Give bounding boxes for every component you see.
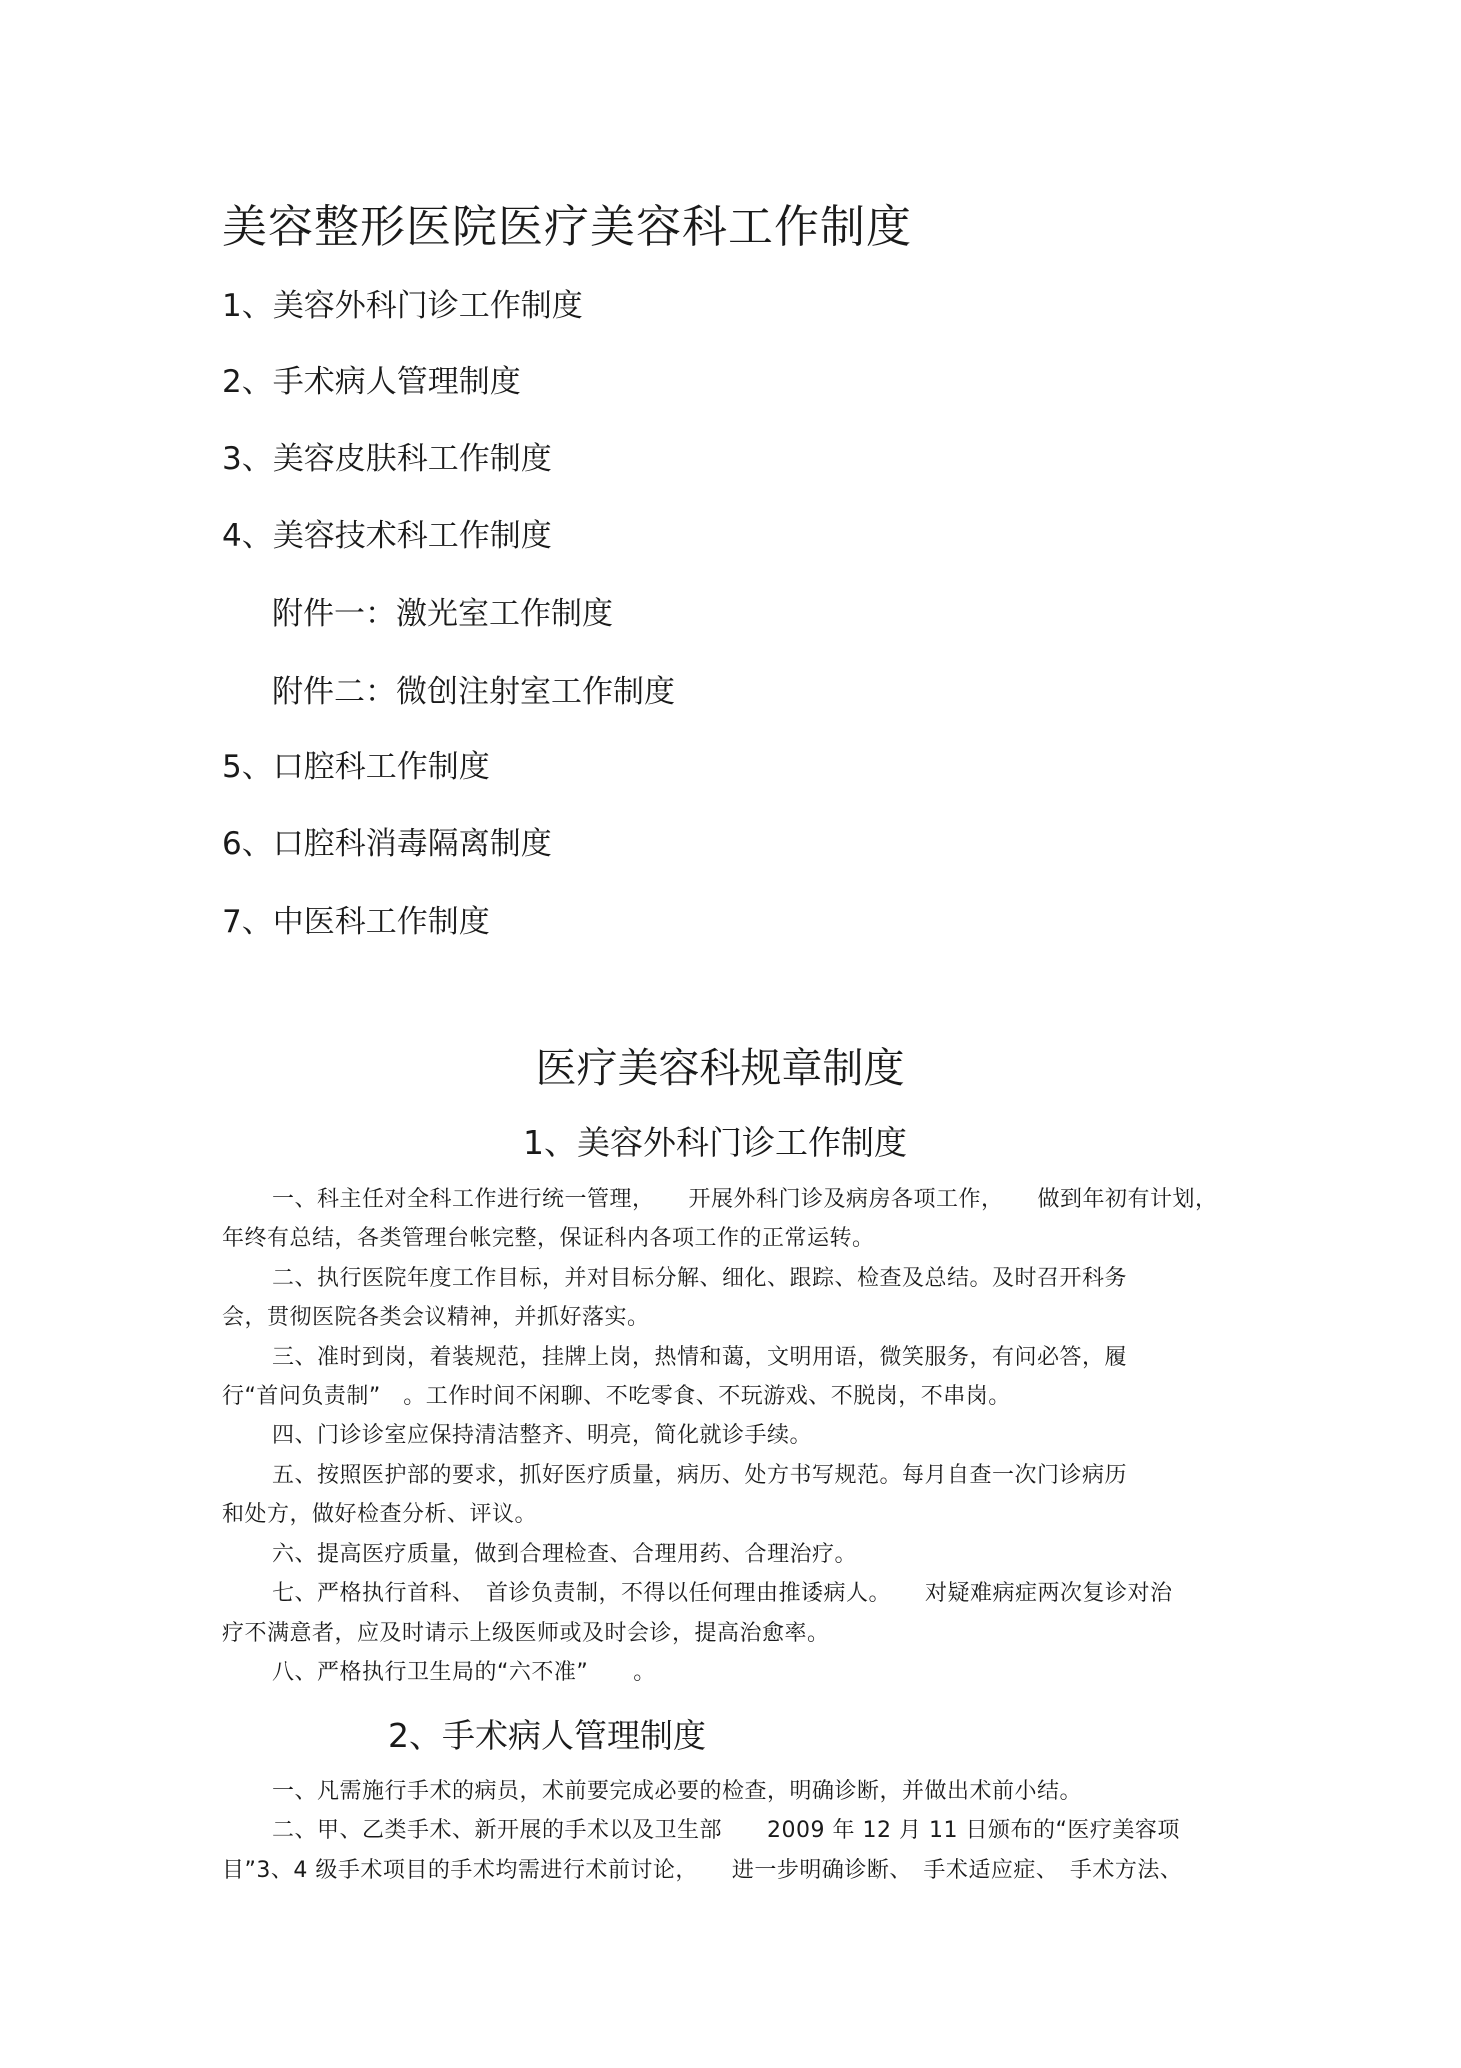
paragraph-line: 和处方，做好检查分析、评议。 <box>222 1502 538 1527</box>
toc-item: 6、口腔科消毒隔离制度 <box>222 826 552 862</box>
paragraph-line: 八、严格执行卫生局的“六不准” 。 <box>272 1660 656 1685</box>
toc-appendix-item: 附件二：微创注射室工作制度 <box>272 674 675 710</box>
toc-appendix-item: 附件一：激光室工作制度 <box>272 596 613 632</box>
toc-item: 1、美容外科门诊工作制度 <box>222 288 583 324</box>
subsection-title: 1、美容外科门诊工作制度 <box>523 1123 907 1162</box>
toc-item: 2、手术病人管理制度 <box>222 364 521 400</box>
paragraph-line: 四、门诊诊室应保持清洁整齐、明亮，简化就诊手续。 <box>272 1423 813 1448</box>
paragraph-line: 年终有总结，各类管理台帐完整，保证科内各项工作的正常运转。 <box>222 1226 875 1251</box>
toc-item: 7、中医科工作制度 <box>222 904 490 940</box>
paragraph-line: 五、按照医护部的要求，抓好医疗质量，病历、处方书写规范。每月自查一次门诊病历 <box>272 1463 1128 1488</box>
paragraph-line: 疗不满意者，应及时请示上级医师或及时会诊，提高治愈率。 <box>222 1621 830 1646</box>
document-title: 美容整形医院医疗美容科工作制度 <box>222 200 913 253</box>
paragraph-line: 七、严格执行首科、 首诊负责制，不得以任何理由推诿病人。 对疑难病症两次复诊对治 <box>272 1581 1173 1606</box>
paragraph-line: 行“首问负责制” 。工作时间不闲聊、不吃零食、不玩游戏、不脱岗，不串岗。 <box>222 1384 1011 1409</box>
paragraph-line: 一、凡需施行手术的病员，术前要完成必要的检查，明确诊断，并做出术前小结。 <box>272 1779 1083 1804</box>
paragraph-line: 一、科主任对全科工作进行统一管理， 开展外科门诊及病房各项工作， 做到年初有计划， <box>272 1187 1218 1212</box>
subsection-title: 2、手术病人管理制度 <box>388 1716 706 1755</box>
paragraph-line: 二、甲、乙类手术、新开展的手术以及卫生部 2009 年 12 月 11 日颁布的“医疗美容项 <box>272 1818 1180 1843</box>
toc-item: 4、美容技术科工作制度 <box>222 518 552 554</box>
paragraph-line: 六、提高医疗质量，做到合理检查、合理用药、合理治疗。 <box>272 1542 858 1567</box>
paragraph-line: 二、执行医院年度工作目标，并对目标分解、细化、跟踪、检查及总结。及时召开科务 <box>272 1266 1128 1291</box>
toc-item: 5、口腔科工作制度 <box>222 749 490 785</box>
section-title: 医疗美容科规章制度 <box>535 1044 905 1092</box>
toc-item: 3、美容皮肤科工作制度 <box>222 441 552 477</box>
paragraph-line: 目”3、4 级手术项目的手术均需进行术前讨论， 进一步明确诊断、 手术适应症、 手术方法、 <box>222 1858 1183 1883</box>
paragraph-line: 会，贯彻医院各类会议精神，并抓好落实。 <box>222 1305 650 1330</box>
paragraph-line: 三、准时到岗，着装规范，挂牌上岗，热情和蔼，文明用语，微笑服务，有问必答，履 <box>272 1345 1128 1370</box>
